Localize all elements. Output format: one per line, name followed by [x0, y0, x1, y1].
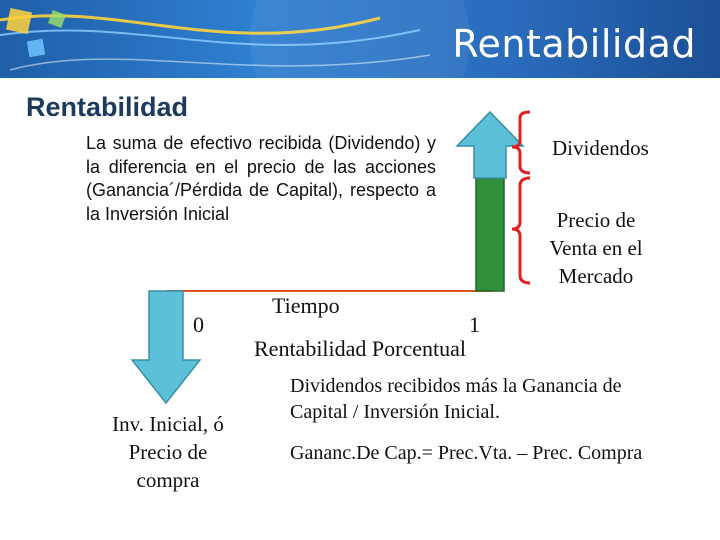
- capital-gain-bar: [476, 178, 504, 291]
- dividend-up-arrow: [457, 112, 523, 178]
- dividends-label: Dividendos: [552, 136, 649, 160]
- percent-return-label: Rentabilidad Porcentual: [254, 336, 466, 361]
- period-zero-label: 0: [193, 312, 204, 337]
- time-label: Tiempo: [272, 293, 340, 318]
- period-one-label: 1: [469, 312, 480, 337]
- initial-investment-label: Inv. Inicial, ó Precio de compra: [112, 412, 224, 492]
- slide-title: Rentabilidad: [26, 92, 189, 122]
- definition-text: La suma de efectivo recibida (Dividendo) y la diferencia en el precio de las acciones (Ganancia´/Pérdida de Capital), respecto a la Inversión Inicial: [86, 133, 436, 224]
- investment-down-arrow: [132, 291, 200, 403]
- sale-price-label: Precio de Venta en el Mercado: [549, 208, 643, 288]
- return-formula: Dividendos recibidos más la Ganancia de Capital / Inversión Inicial.: [290, 375, 622, 423]
- price-bracket: [512, 178, 530, 283]
- header-title: Rentabilidad: [452, 22, 696, 66]
- capital-gain-formula: Gananc.De Cap.= Prec.Vta. – Prec. Compra: [290, 442, 643, 464]
